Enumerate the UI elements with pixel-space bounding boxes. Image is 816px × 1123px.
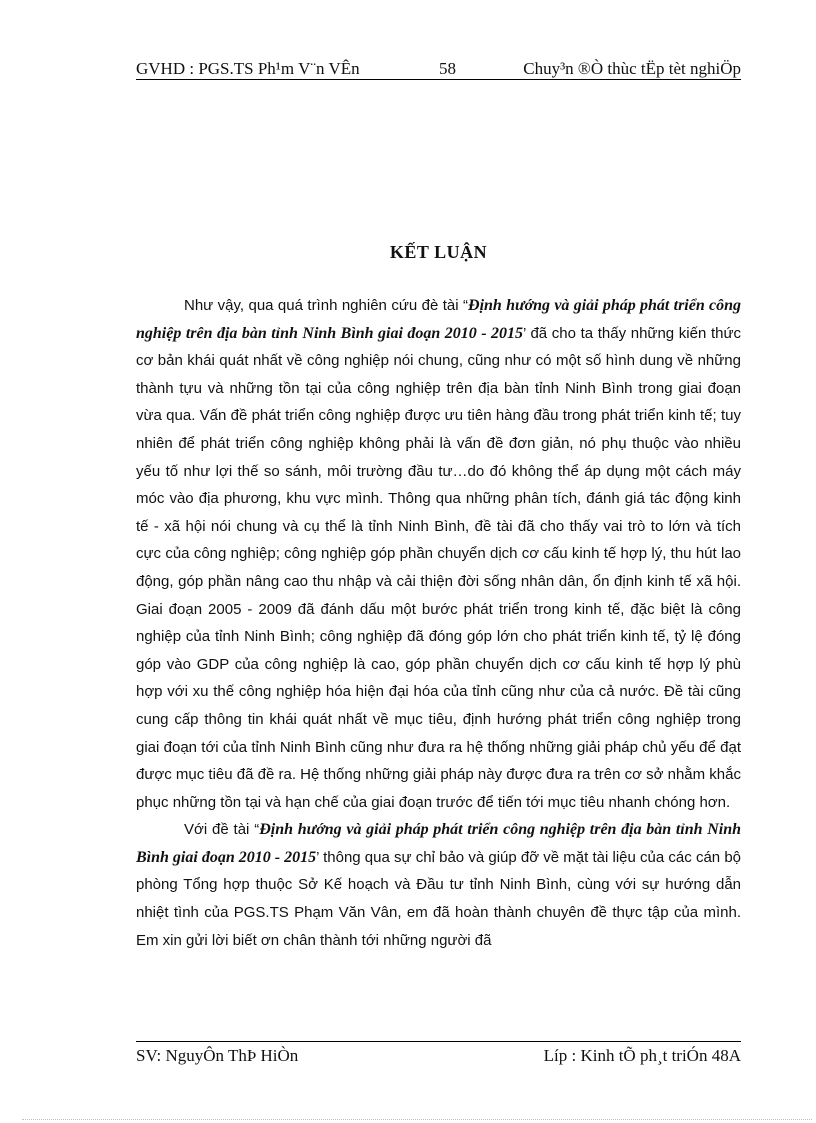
conclusion-body [136, 292, 741, 954]
paragraph-2 [136, 816, 741, 954]
paragraph-2-intro: Với đề tài “ [184, 821, 260, 839]
paragraph-2-text: ’ thông qua sự chỉ bảo và giúp đỡ về mặt tài liệu của các cán bộ phòng Tổng hợp thuộc Sở Kế hoạch và Đầu tư tỉnh Ninh Bình, cùng với sự hướng dẫn nhiệt tình của PGS.TS Phạm Văn Vân, em đã hoàn thành chuyên đề thực tập của mình. Em xin gửi lời biết ơn chân thành tới những người đã [136, 848, 742, 949]
footer-divider [136, 1041, 741, 1042]
paragraph-1 [136, 292, 741, 816]
paragraph-1-text: ’ đã cho ta thấy những kiến thức cơ bản khái quát nhất về công nghiệp nói chung, cũng như có một số hình dung về những thành tựu và những tồn tại của công nghiệp trên địa bàn tỉnh Ninh Bình trong giai đoạn vừa qua. Vấn đề phát triển công nghiệp được ưu tiên hàng đầu trong phát triển kinh tế; tuy nhiên để phát triển công nghiệp không phải là vấn đề đơn giản, nó phụ thuộc vào nhiều yếu tố như lợi thế so sánh, môi trường đầu tư…do đó không thể áp dụng một cách máy móc vào địa phương, khu vực mình. Thông qua những phân tích, đánh giá tác động kinh tế - xã hội nói chung và cụ thể là tỉnh Ninh Bình, đề tài đã cho thấy vai trò to lớn và tích cực của công nghiệp; công nghiệp góp phần chuyển dịch cơ cấu kinh tế hợp lý, thu hút lao động, góp phần nâng cao thu nhập và cải thiện đời sống nhân dân, ổn định kinh tế xã hội. Giai đoạn 2005 - 2009 đã đánh dấu một bước phát triển trong kinh tế, đặc biệt là công nghiệp của tỉnh Ninh Bình; công nghiệp đã đóng góp lớn cho phát triển kinh tế, tỷ lệ đóng góp vào GDP của công nghiệp là cao, góp phần chuyển dịch cơ cấu kinh tế hợp lý phù hợp với xu thế công nghiệp hóa hiện đại hóa của tỉnh cũng như của cả nước. Đề tài cũng cung cấp thông tin khái quát nhất về mục tiêu, định hướng phát triển công nghiệp trong giai đoạn tới của tỉnh Ninh Bình cũng như đưa ra hệ thống những giải pháp chủ yếu để đạt được mục tiêu đã đề ra. Hệ thống những giải pháp này được đưa ra trên cơ sở nhằm khắc phục những tồn tại và hạn chế của giai đoạn trước để tiến tới mục tiêu nhanh chóng hơn. [136, 324, 741, 811]
page-edge-marker [22, 1119, 812, 1120]
page-number: 58 [439, 59, 456, 78]
footer-class: Líp : Kinh tÕ ph¸t triÓn 48A [543, 1046, 741, 1065]
paragraph-1-intro: Như vậy, qua quá trình nghiên cứu đè tài “ [184, 297, 469, 314]
paragraph-2-topic: Định hướng và giải pháp phát triển công nghiệp trên địa bàn tỉnh Ninh Bình giai đoạn 2010 - 2015 [136, 821, 741, 866]
header-supervisor: GVHD : PGS.TS Ph¹m V¨n VÊn [136, 59, 360, 78]
header-divider [136, 79, 741, 80]
section-title: KẾT LUẬN [389, 242, 488, 262]
page-footer [136, 1043, 741, 1069]
paragraph-1-topic: Định hướng và giải pháp phát triển công nghiệp trên địa bàn tỉnh Ninh Bình giai đoạn 2010 - 2015 [136, 297, 742, 342]
footer-student: SV: NguyÔn ThÞ HiÒn [136, 1046, 299, 1065]
header-document-type: Chuy³n ®Ò thùc tËp tèt nghiÖp [523, 59, 741, 78]
